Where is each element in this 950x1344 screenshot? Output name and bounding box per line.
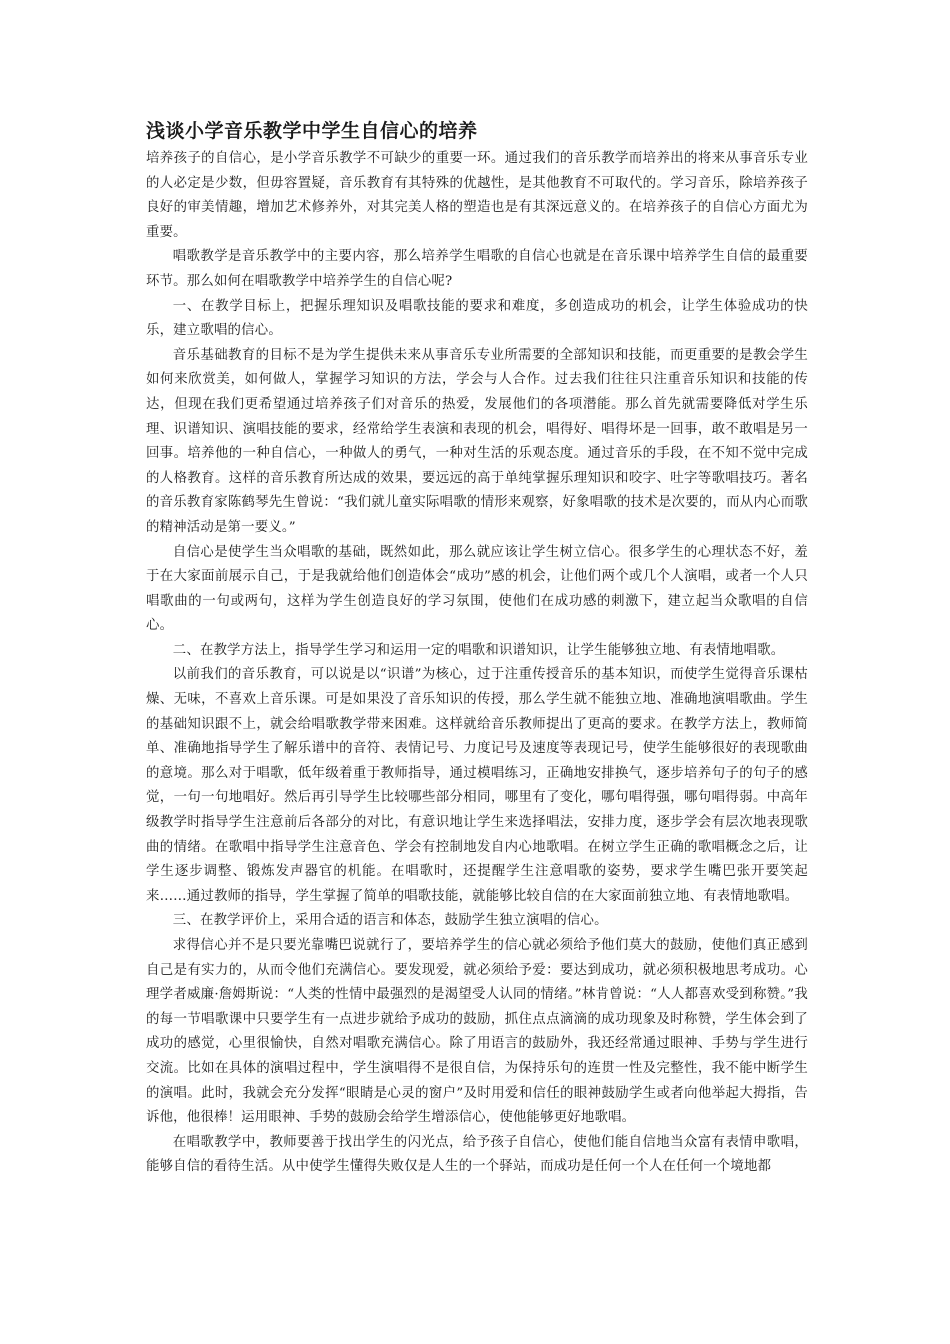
paragraph: 在唱歌教学中，教师要善于找出学生的闪光点，给予孩子自信心，使他们能自信地当众富有表情申歌唱，能够自信的看待生活。从中使学生懂得失败仅是人生的一个驿站，而成功是任何一个人在任何一个境地都 [146,1134,808,1175]
paragraph: 音乐基础教育的目标不是为学生提供未来从事音乐专业所需要的全部知识和技能，而更重要的是教会学生如何来欣赏美，如何做人，掌握学习知识的方法，学会与人合作。过去我们往往只注重音乐知识和技能的传达，但现在我们更希望通过培养孩子们对音乐的热爱，发展他们的各项潜能。那么首先就需要降低对学生乐理、识谱知识、演唱技能的要求，经常给学生表演和表现的机会，唱得好、唱得坏是一回事，敢不敢唱是另一回事。培养他的一种自信心，一种做人的勇气，一种对生活的乐观态度。通过音乐的手段，在不知不觉中完成的人格教育。这样的音乐教育所达成的效果，要远远的高于单纯掌握乐理知识和咬字、吐字等歌唱技巧。著名的音乐教育家陈鹤琴先生曾说：“我们就儿童实际唱歌的情形来观察，好象唱歌的技术是次要的，而从内心而歌的精神活动是第一要义。” [146,347,808,535]
section-heading: 一、在教学目标上，把握乐理知识及唱歌技能的要求和难度，多创造成功的机会，让学生体验成功的快乐，建立歌唱的信心。 [146,298,808,339]
paragraph: 唱歌教学是音乐教学中的主要内容，那么培养学生唱歌的自信心也就是在音乐课中培养学生自信的最重要环节。那么如何在唱歌教学中培养学生的自信心呢? [146,249,808,289]
paragraph: 以前我们的音乐教育，可以说是以“识谱”为核心，过于注重传授音乐的基本知识，而使学生觉得音乐课枯燥、无味，不喜欢上音乐课。可是如果没了音乐知识的传授，那么学生就不能独立地、准确地演唱歌曲。学生的基础知识跟不上，就会给唱歌教学带来困难。这样就给音乐教师提出了更高的要求。在教学方法上，教师简单、准确地指导学生了解乐谱中的音符、表情记号、力度记号及速度等表现记号，使学生能够很好的表现歌曲的意境。那么对于唱歌，低年级着重于教师指导，通过模唱练习，正确地安排换气，逐步培养句子的句子的感觉，一句一句地唱好。然后再引导学生比较哪些部分相同，哪里有了变化，哪句唱得强，哪句唱得弱。中高年级教学时指导学生注意前后各部分的对比，有意识地让学生来选择唱法，安排力度，逐步学会有层次地表现歌曲的情绪。在歌唱中指导学生注意音色、学会有控制地发自内心地歌唱。在树立学生正确的歌唱概念之后，让学生逐步调整、锻炼发声器官的机能。在唱歌时，还提醒学生注意唱歌的姿势，要求学生嘴巴张开要笑起来……通过教师的指导，学生掌握了简单的唱歌技能，就能够比较自信的在大家面前独立地、有表情地歌唱。 [146,667,808,904]
document-title: 浅谈小学音乐教学中学生自信心的培养 [146,120,478,142]
section-heading: 二、在教学方法上，指导学生学习和运用一定的唱歌和识谱知识，让学生能够独立地、有表情地唱歌。 [172,642,785,658]
document-page [146,118,808,1180]
paragraph: 培养孩子的自信心，是小学音乐教学不可缺少的重要一环。通过我们的音乐教学而培养出的将来从事音乐专业的人必定是少数，但毋容置疑，音乐教育有其特殊的优越性，是其他教育不可取代的。学习音乐，除培养孩子良好的审美情趣，增加艺术修养外，对其完美人格的塑造也是有其深远意义的。在培养孩子的自信心方面尤为重要。 [146,151,808,240]
document-body [146,147,808,1180]
paragraph: 求得信心并不是只要光靠嘴巴说就行了，要培养学生的信心就必须给予他们莫大的鼓励，使他们真正感到自己是有实力的，从而令他们充满信心。要发现爱，就必须给予爱：要达到成功，就必须积极地思考成功。心理学者威廉·詹姆斯说：“人类的性情中最强烈的是渴望受人认同的情绪。”林肯曾说：“人人都喜欢受到称赞。”我的每一节唱歌课中只要学生有一点进步就给予成功的鼓励，抓住点点滴滴的成功现象及时称赞，学生体会到了成功的感觉，心里很愉快，自然对唱歌充满信心。除了用语言的鼓励外，我还经常通过眼神、手势与学生进行交流。比如在具体的演唱过程中，学生演唱得不是很自信，为保持乐句的连贯一性及完整性，我不能中断学生的演唱。此时，我就会充分发挥“眼睛是心灵的窗户”及时用爱和信任的眼神鼓励学生或者向他举起大拇指，告诉他，他很棒！运用眼神、手势的鼓励会给学生增添信心，使他能够更好地歌唱。 [146,938,808,1126]
section-heading: 三、在教学评价上，采用合适的语言和体态，鼓励学生独立演唱的信心。 [172,913,608,929]
paragraph: 自信心是使学生当众唱歌的基础，既然如此，那么就应该让学生树立信心。很多学生的心理状态不好，羞于在大家面前展示自己，于是我就给他们创造体会“成功”感的机会，让他们两个或几个人演唱，或者一个人只唱歌曲的一句或两句，这样为学生创造良好的学习氛围，使他们在成功感的刺激下，建立起当众歌唱的自信心。 [146,544,808,634]
